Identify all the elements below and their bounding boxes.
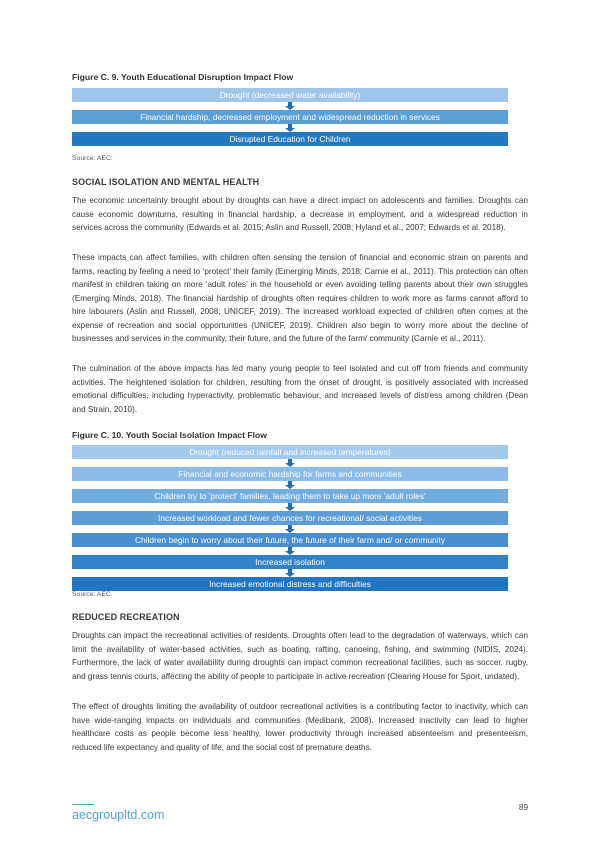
paragraph-social-1: The economic uncertainty brought about by droughts can have a direct impact on adolescents and families. Droughts can cause economic downturns, resulting in financial hardship, a decrease in employment, and a widespread reduction in services across the community (Edwards et al. 2015; Aslin and Russell, 2008; Hyland et al., 2007; Edwards et al. 2018). bbox=[72, 196, 528, 232]
figure-c10-source: Source: AEC. bbox=[72, 591, 113, 598]
figure-c10-step-6: Increased isolation bbox=[72, 555, 508, 569]
page-number: 89 bbox=[518, 803, 528, 812]
flow-arrow-down-icon bbox=[72, 124, 508, 132]
footer-divider bbox=[72, 804, 94, 805]
figure-c9-step-3: Disrupted Education for Children bbox=[72, 132, 508, 146]
flow-arrow-down-icon bbox=[72, 102, 508, 110]
section-heading-reduced-recreation: REDUCED RECREATION bbox=[72, 612, 180, 622]
paragraph-social-3: The culmination of the above impacts has led many young people to feel isolated and cut off from friends and community activities. The heightened isolation for children, resulting from the onset of drought, is positively associated with increased emotional difficulties, including hyperactivity, problematic behaviour, and increased levels of distress among children (Dean and Strain, 2010). bbox=[72, 364, 528, 414]
footer-website-link[interactable]: aecgroupltd.com bbox=[72, 808, 165, 822]
figure-c10-step-2: Financial and economic hardship for farms and communities bbox=[72, 467, 508, 481]
figure-c10-step-1: Drought (reduced rainfall and increased temperatures) bbox=[72, 445, 508, 459]
section-heading-social-isolation: SOCIAL ISOLATION AND MENTAL HEALTH bbox=[72, 177, 260, 187]
figure-c10-title: Figure C. 10. Youth Social Isolation Impact Flow bbox=[72, 430, 267, 440]
flow-arrow-down-icon bbox=[72, 525, 508, 533]
flow-arrow-down-icon bbox=[72, 481, 508, 489]
flow-arrow-down-icon bbox=[72, 459, 508, 467]
figure-c9-source: Source: AEC. bbox=[72, 155, 113, 162]
figure-c9-title: Figure C. 9. Youth Educational Disruption Impact Flow bbox=[72, 72, 294, 82]
figure-c9-step-2: Financial hardship, decreased employment and widespread reduction in services bbox=[72, 110, 508, 124]
figure-c10-step-7: Increased emotional distress and difficulties bbox=[72, 577, 508, 591]
paragraph-recreation-1: Droughts can impact the recreational activities of residents. Droughts often lead to the degradation of waterways, which can limit the availability of water-based activities, such as boating, rafting, canoeing, fishing, and swimming (NIDIS, 2024). Furthermore, the lack of water availability during droughts can impact common recreational facilities, such as soccer, rugby, and grass tennis courts, affecting the ability of people to participate in active recreation (Clearing House for Sport, undated). bbox=[72, 631, 528, 681]
figure-c9-flow bbox=[72, 88, 508, 146]
figure-c9-step-1: Drought (decreased water availability) bbox=[72, 88, 508, 102]
figure-c10-step-3: Children try to 'protect' families, leading them to take up more 'adult roles' bbox=[72, 489, 508, 503]
flow-arrow-down-icon bbox=[72, 547, 508, 555]
figure-c10-flow bbox=[72, 445, 508, 591]
flow-arrow-down-icon bbox=[72, 569, 508, 577]
paragraph-social-2: These impacts can affect families, with children often sensing the tension of financial and economic strain on parents and farms, reacting by feeling a need to ‘protect’ their family (Emerging Minds, 2018; Carnie et al., 2011). This protection can often manifest in children taking on more ‘adult roles’ in the household or even avoiding telling parents about their own struggles (Emerging Minds, 2018). The financial hardship of droughts often requires children to work more as farms cannot afford to hire labourers (Aslin and Russell, 2008; UNICEF, 2019). The increased workload expected of children often comes at the expense of recreation and social opportunities (UNICEF, 2019). Children also begin to worry more about the decline of businesses and services in the community, their future, and the future of the farm/ community (Carnie et al., 2011). bbox=[72, 253, 528, 343]
figure-c10-step-4: Increased workload and fewer chances for recreational/ social activities bbox=[72, 511, 508, 525]
flow-arrow-down-icon bbox=[72, 503, 508, 511]
paragraph-recreation-2: The effect of droughts limiting the availability of outdoor recreational activities is a contributing factor to inactivity, which can have wide-ranging impacts on individuals and communities (Medibank, 2008). Increased inactivity can lead to higher healthcare costs as people become less healthy, lower productivity through increased absenteeism and presenteeism, reduced life expectancy and quality of life, and the social cost of premature deaths. bbox=[72, 702, 528, 752]
figure-c10-step-5: Children begin to worry about their future, the future of their farm and/ or community bbox=[72, 533, 508, 547]
